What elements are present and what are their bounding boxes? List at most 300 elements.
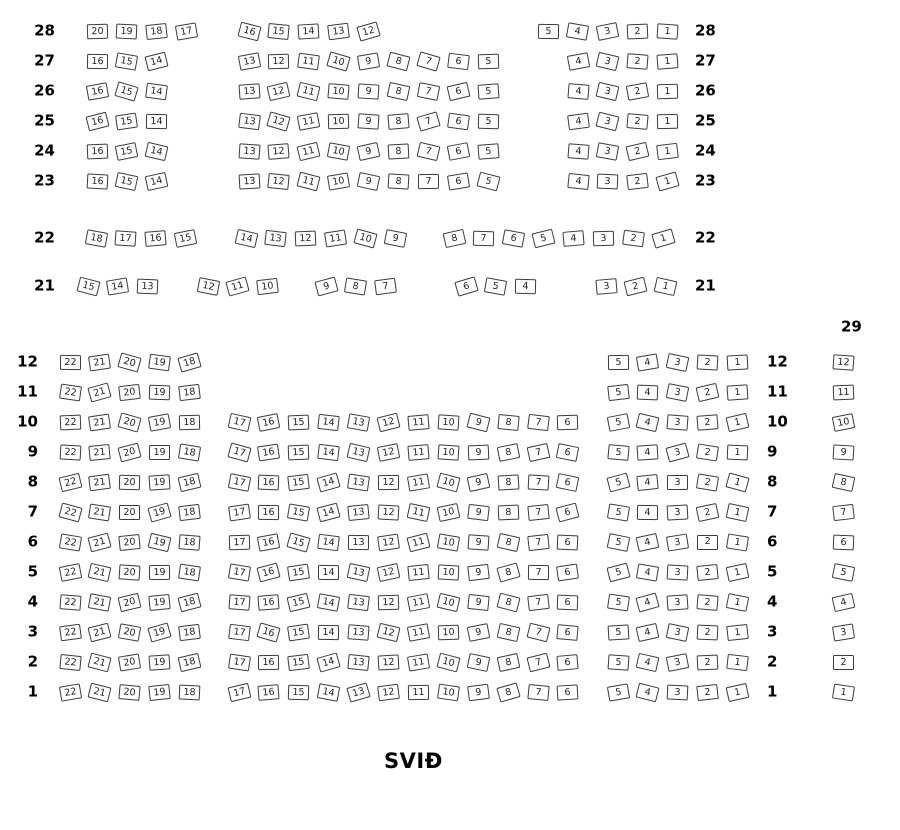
seat-floor-r10-n15[interactable]: 15	[288, 414, 310, 430]
seat-floor-r6-n6[interactable]: 6	[557, 534, 579, 550]
seat-floor-r9-n16[interactable]: 16	[257, 443, 280, 461]
seat-balcony-r21-n8[interactable]: 8	[344, 277, 367, 295]
seat-balcony-r21-n2[interactable]: 2	[624, 276, 648, 296]
seat-balcony-r23-n5[interactable]: 5	[476, 171, 500, 191]
seat-floor-r6-n8[interactable]: 8	[496, 532, 520, 551]
seat-floor-r4-n21[interactable]: 21	[88, 593, 111, 612]
seat-floor-r3-n12[interactable]: 12	[377, 622, 401, 641]
seat-floor-r3-n9[interactable]: 9	[466, 623, 490, 642]
seat-balcony-r28-n16[interactable]: 16	[237, 21, 261, 41]
seat-balcony-r22-n17[interactable]: 17	[115, 230, 137, 246]
seat-balcony-r24-n14[interactable]: 14	[145, 141, 169, 160]
seat-floor-r2-n13[interactable]: 13	[347, 653, 369, 670]
seat-floor-r10-n9[interactable]: 9	[466, 412, 490, 432]
seat-balcony-r26-n13[interactable]: 13	[238, 83, 260, 99]
seat-floor-r1-n11[interactable]: 11	[408, 684, 429, 699]
seat-balcony-r27-n7[interactable]: 7	[416, 51, 440, 71]
seat-balcony-r21-n15[interactable]: 15	[76, 276, 100, 296]
seat-floor-r9-n18[interactable]: 18	[178, 443, 201, 461]
seat-balcony-r28-n5[interactable]: 5	[537, 23, 558, 38]
seat-floor-r5-n8[interactable]: 8	[496, 562, 520, 582]
seat-floor-r1-n7[interactable]: 7	[527, 684, 549, 701]
seat-floor-r7-n11[interactable]: 11	[407, 502, 431, 521]
seat-floor-r8-n6[interactable]: 6	[556, 473, 580, 492]
seat-floor-r6-n15[interactable]: 15	[287, 532, 311, 552]
seat-floor-r4-n10[interactable]: 10	[436, 592, 460, 611]
seat-floor-r7-n2[interactable]: 2	[696, 502, 720, 521]
seat-side-r29-n7[interactable]: 7	[832, 503, 855, 520]
seat-floor-r7-n22[interactable]: 22	[58, 502, 82, 522]
seat-floor-r12-n20[interactable]: 20	[118, 352, 142, 372]
seat-floor-r2-n8[interactable]: 8	[496, 652, 520, 671]
seat-floor-r1-n10[interactable]: 10	[437, 683, 460, 701]
seat-balcony-r24-n7[interactable]: 7	[416, 141, 440, 160]
seat-floor-r7-n13[interactable]: 13	[347, 503, 369, 520]
seat-floor-r9-n1[interactable]: 1	[727, 444, 749, 460]
seat-floor-r11-n4[interactable]: 4	[637, 384, 659, 400]
seat-floor-r3-n8[interactable]: 8	[496, 622, 520, 641]
seat-floor-r7-n5[interactable]: 5	[606, 503, 629, 521]
seat-balcony-r28-n4[interactable]: 4	[566, 22, 589, 40]
seat-floor-r9-n11[interactable]: 11	[407, 444, 429, 461]
seat-floor-r8-n9[interactable]: 9	[466, 472, 490, 491]
seat-floor-r5-n7[interactable]: 7	[527, 564, 548, 579]
seat-balcony-r26-n16[interactable]: 16	[85, 82, 108, 101]
seat-floor-r3-n15[interactable]: 15	[287, 623, 310, 641]
seat-floor-r8-n10[interactable]: 10	[436, 472, 460, 492]
seat-floor-r8-n21[interactable]: 21	[89, 473, 112, 491]
seat-balcony-r22-n11[interactable]: 11	[324, 229, 347, 247]
seat-balcony-r22-n18[interactable]: 18	[84, 229, 107, 248]
seat-floor-r5-n18[interactable]: 18	[178, 563, 201, 581]
seat-balcony-r26-n15[interactable]: 15	[115, 81, 139, 101]
seat-balcony-r27-n12[interactable]: 12	[268, 53, 289, 69]
seat-floor-r10-n19[interactable]: 19	[148, 413, 171, 432]
seat-floor-r5-n2[interactable]: 2	[696, 563, 718, 580]
seat-floor-r10-n17[interactable]: 17	[227, 412, 251, 431]
seat-floor-r1-n4[interactable]: 4	[636, 682, 660, 702]
seat-floor-r6-n17[interactable]: 17	[228, 534, 249, 550]
seat-balcony-r27-n10[interactable]: 10	[327, 51, 351, 71]
seat-floor-r3-n19[interactable]: 19	[148, 622, 172, 642]
seat-floor-r7-n6[interactable]: 6	[556, 502, 580, 522]
seat-balcony-r23-n11[interactable]: 11	[297, 171, 321, 191]
seat-floor-r4-n13[interactable]: 13	[347, 593, 370, 610]
seat-balcony-r23-n10[interactable]: 10	[327, 172, 350, 190]
seat-balcony-r26-n14[interactable]: 14	[145, 82, 168, 100]
seat-balcony-r25-n9[interactable]: 9	[358, 113, 380, 129]
seat-floor-r3-n14[interactable]: 14	[318, 624, 339, 639]
seat-balcony-r27-n5[interactable]: 5	[477, 53, 498, 69]
seat-floor-r10-n2[interactable]: 2	[697, 414, 719, 431]
seat-floor-r6-n19[interactable]: 19	[148, 532, 172, 551]
seat-balcony-r21-n9[interactable]: 9	[314, 276, 338, 296]
seat-balcony-r27-n4[interactable]: 4	[566, 52, 589, 71]
seat-balcony-r22-n4[interactable]: 4	[562, 230, 584, 247]
seat-balcony-r21-n12[interactable]: 12	[196, 277, 219, 296]
seat-balcony-r28-n18[interactable]: 18	[146, 22, 168, 39]
seat-floor-r3-n5[interactable]: 5	[607, 624, 629, 640]
seat-balcony-r26-n3[interactable]: 3	[596, 81, 620, 100]
seat-floor-r9-n15[interactable]: 15	[288, 444, 310, 460]
seat-floor-r8-n19[interactable]: 19	[149, 474, 171, 490]
seat-balcony-r23-n9[interactable]: 9	[357, 171, 381, 190]
seat-floor-r2-n6[interactable]: 6	[557, 654, 579, 671]
seat-floor-r4-n16[interactable]: 16	[258, 594, 280, 611]
seat-floor-r5-n3[interactable]: 3	[667, 564, 689, 580]
seat-balcony-r25-n11[interactable]: 11	[297, 112, 320, 131]
seat-floor-r1-n5[interactable]: 5	[606, 683, 629, 701]
seat-side-r29-n3[interactable]: 3	[831, 623, 854, 641]
seat-floor-r9-n8[interactable]: 8	[496, 443, 520, 462]
seat-balcony-r21-n1[interactable]: 1	[654, 276, 678, 295]
seat-floor-r9-n9[interactable]: 9	[467, 444, 489, 460]
seat-balcony-r28-n19[interactable]: 19	[116, 23, 138, 39]
seat-floor-r10-n12[interactable]: 12	[376, 412, 400, 432]
seat-floor-r2-n7[interactable]: 7	[526, 652, 550, 672]
seat-side-r29-n10[interactable]: 10	[831, 413, 855, 432]
seat-balcony-r22-n2[interactable]: 2	[622, 229, 645, 247]
seat-floor-r9-n7[interactable]: 7	[526, 442, 550, 461]
seat-floor-r5-n14[interactable]: 14	[318, 564, 339, 579]
seat-balcony-r26-n12[interactable]: 12	[267, 81, 291, 100]
seat-floor-r11-n5[interactable]: 5	[607, 383, 630, 400]
seat-balcony-r27-n11[interactable]: 11	[297, 52, 320, 70]
seat-floor-r9-n4[interactable]: 4	[637, 444, 659, 460]
seat-floor-r9-n2[interactable]: 2	[696, 443, 719, 461]
seat-floor-r5-n1[interactable]: 1	[726, 562, 750, 581]
seat-balcony-r27-n3[interactable]: 3	[596, 51, 620, 70]
seat-floor-r1-n20[interactable]: 20	[119, 684, 141, 701]
seat-floor-r10-n14[interactable]: 14	[317, 413, 340, 430]
seat-floor-r4-n1[interactable]: 1	[726, 593, 749, 612]
seat-floor-r3-n17[interactable]: 17	[228, 623, 251, 640]
seat-floor-r2-n1[interactable]: 1	[726, 653, 749, 670]
seat-balcony-r25-n12[interactable]: 12	[267, 111, 291, 131]
seat-balcony-r22-n10[interactable]: 10	[353, 228, 377, 248]
seat-floor-r1-n15[interactable]: 15	[288, 684, 309, 700]
seat-floor-r5-n20[interactable]: 20	[119, 564, 141, 580]
seat-floor-r9-n12[interactable]: 12	[377, 443, 401, 462]
seat-floor-r3-n13[interactable]: 13	[348, 624, 370, 641]
seat-balcony-r22-n15[interactable]: 15	[174, 229, 198, 248]
seat-floor-r6-n7[interactable]: 7	[527, 533, 550, 550]
seat-balcony-r22-n6[interactable]: 6	[502, 229, 525, 247]
seat-floor-r8-n5[interactable]: 5	[606, 472, 630, 492]
seat-balcony-r25-n2[interactable]: 2	[627, 113, 649, 130]
seat-floor-r12-n1[interactable]: 1	[727, 354, 749, 370]
seat-balcony-r26-n5[interactable]: 5	[477, 83, 499, 100]
seat-floor-r3-n20[interactable]: 20	[118, 623, 141, 641]
seat-floor-r7-n8[interactable]: 8	[497, 504, 519, 520]
seat-balcony-r21-n11[interactable]: 11	[226, 276, 250, 296]
seat-floor-r7-n16[interactable]: 16	[258, 504, 279, 519]
seat-floor-r2-n17[interactable]: 17	[228, 653, 251, 671]
seat-balcony-r22-n8[interactable]: 8	[442, 228, 466, 247]
seat-side-r29-n6[interactable]: 6	[832, 534, 854, 550]
seat-floor-r6-n20[interactable]: 20	[119, 533, 141, 550]
seat-floor-r5-n16[interactable]: 16	[257, 562, 281, 582]
seat-floor-r1-n8[interactable]: 8	[496, 682, 520, 702]
seat-balcony-r22-n3[interactable]: 3	[593, 230, 614, 245]
seat-balcony-r22-n5[interactable]: 5	[532, 228, 556, 248]
seat-balcony-r21-n5[interactable]: 5	[484, 277, 507, 295]
seat-floor-r9-n19[interactable]: 19	[149, 444, 170, 459]
seat-balcony-r23-n4[interactable]: 4	[567, 172, 589, 189]
seat-floor-r6-n9[interactable]: 9	[467, 534, 489, 550]
seat-floor-r5-n11[interactable]: 11	[407, 563, 429, 580]
seat-floor-r5-n21[interactable]: 21	[88, 562, 112, 581]
seat-floor-r10-n16[interactable]: 16	[257, 413, 281, 432]
seat-floor-r4-n14[interactable]: 14	[317, 593, 340, 612]
seat-floor-r4-n19[interactable]: 19	[149, 594, 171, 611]
seat-floor-r7-n12[interactable]: 12	[378, 504, 400, 520]
seat-floor-r12-n5[interactable]: 5	[607, 354, 628, 369]
seat-floor-r5-n15[interactable]: 15	[287, 563, 310, 581]
seat-floor-r4-n15[interactable]: 15	[287, 592, 311, 611]
seat-floor-r7-n7[interactable]: 7	[527, 503, 549, 520]
seat-floor-r1-n2[interactable]: 2	[696, 683, 718, 700]
seat-floor-r12-n21[interactable]: 21	[88, 353, 111, 371]
seat-floor-r4-n2[interactable]: 2	[697, 594, 719, 611]
seat-balcony-r25-n16[interactable]: 16	[85, 111, 109, 131]
seat-floor-r12-n3[interactable]: 3	[666, 352, 690, 371]
seat-balcony-r28-n14[interactable]: 14	[298, 23, 320, 39]
seat-balcony-r28-n13[interactable]: 13	[327, 22, 350, 40]
seat-floor-r10-n7[interactable]: 7	[527, 413, 550, 430]
seat-floor-r2-n15[interactable]: 15	[287, 653, 310, 670]
seat-floor-r4-n18[interactable]: 18	[178, 592, 202, 612]
seat-floor-r2-n19[interactable]: 19	[149, 654, 171, 670]
seat-floor-r5-n9[interactable]: 9	[467, 563, 490, 580]
seat-balcony-r23-n13[interactable]: 13	[238, 173, 260, 189]
seat-floor-r9-n10[interactable]: 10	[437, 444, 459, 460]
seat-floor-r10-n18[interactable]: 18	[179, 414, 200, 430]
seat-balcony-r24-n12[interactable]: 12	[268, 143, 290, 160]
seat-floor-r12-n2[interactable]: 2	[697, 354, 719, 370]
seat-floor-r5-n17[interactable]: 17	[227, 563, 250, 581]
seat-balcony-r28-n15[interactable]: 15	[268, 23, 290, 40]
seat-floor-r10-n20[interactable]: 20	[118, 412, 142, 432]
seat-floor-r5-n22[interactable]: 22	[58, 563, 82, 582]
seat-side-r29-n5[interactable]: 5	[831, 563, 855, 582]
seat-floor-r11-n1[interactable]: 1	[727, 384, 749, 400]
seat-floor-r12-n4[interactable]: 4	[636, 353, 659, 371]
seat-balcony-r25-n13[interactable]: 13	[238, 112, 261, 129]
seat-floor-r8-n20[interactable]: 20	[119, 474, 140, 490]
seat-side-r29-n1[interactable]: 1	[831, 683, 854, 701]
seat-floor-r8-n18[interactable]: 18	[178, 472, 202, 491]
seat-floor-r6-n1[interactable]: 1	[726, 533, 749, 551]
seat-floor-r8-n17[interactable]: 17	[227, 473, 250, 492]
seat-floor-r6-n16[interactable]: 16	[257, 533, 280, 552]
seat-floor-r8-n13[interactable]: 13	[347, 473, 370, 491]
seat-floor-r7-n19[interactable]: 19	[148, 502, 172, 522]
seat-balcony-r22-n14[interactable]: 14	[234, 228, 258, 247]
seat-floor-r5-n4[interactable]: 4	[636, 563, 659, 581]
seat-floor-r3-n7[interactable]: 7	[526, 622, 550, 642]
seat-balcony-r27-n8[interactable]: 8	[386, 51, 410, 71]
seat-floor-r12-n18[interactable]: 18	[177, 352, 201, 372]
seat-floor-r7-n3[interactable]: 3	[667, 504, 689, 520]
seat-balcony-r24-n16[interactable]: 16	[86, 143, 108, 159]
seat-floor-r4-n7[interactable]: 7	[527, 593, 550, 610]
seat-balcony-r27-n9[interactable]: 9	[357, 52, 380, 70]
seat-floor-r1-n1[interactable]: 1	[726, 682, 750, 701]
seat-floor-r5-n10[interactable]: 10	[437, 564, 459, 580]
seat-floor-r10-n6[interactable]: 6	[557, 414, 578, 430]
seat-floor-r10-n22[interactable]: 22	[59, 414, 81, 430]
seat-balcony-r26-n7[interactable]: 7	[417, 82, 440, 101]
seat-floor-r7-n4[interactable]: 4	[637, 504, 658, 519]
seat-floor-r10-n11[interactable]: 11	[407, 414, 429, 431]
seat-balcony-r27-n14[interactable]: 14	[145, 51, 169, 71]
seat-balcony-r21-n4[interactable]: 4	[515, 278, 536, 293]
seat-floor-r1-n9[interactable]: 9	[467, 683, 490, 701]
seat-balcony-r24-n9[interactable]: 9	[357, 141, 381, 160]
seat-balcony-r27-n15[interactable]: 15	[115, 52, 138, 70]
seat-floor-r7-n18[interactable]: 18	[178, 503, 201, 520]
seat-floor-r5-n6[interactable]: 6	[556, 563, 579, 581]
seat-floor-r5-n12[interactable]: 12	[377, 562, 401, 581]
seat-floor-r10-n5[interactable]: 5	[606, 413, 629, 432]
seat-floor-r1-n6[interactable]: 6	[557, 684, 579, 700]
seat-floor-r2-n10[interactable]: 10	[436, 652, 460, 672]
seat-floor-r8-n11[interactable]: 11	[407, 473, 430, 491]
seat-balcony-r23-n3[interactable]: 3	[597, 173, 619, 189]
seat-floor-r3-n22[interactable]: 22	[59, 623, 82, 641]
seat-balcony-r26-n4[interactable]: 4	[567, 83, 589, 100]
seat-floor-r7-n21[interactable]: 21	[88, 503, 111, 521]
seat-floor-r6-n10[interactable]: 10	[437, 533, 460, 551]
seat-floor-r11-n2[interactable]: 2	[696, 382, 720, 401]
seat-floor-r4-n4[interactable]: 4	[636, 592, 660, 612]
seat-floor-r8-n14[interactable]: 14	[317, 472, 341, 492]
seat-floor-r2-n21[interactable]: 21	[88, 652, 112, 672]
seat-floor-r12-n19[interactable]: 19	[148, 353, 171, 371]
seat-floor-r9-n14[interactable]: 14	[317, 443, 340, 460]
seat-floor-r4-n11[interactable]: 11	[407, 593, 430, 612]
seat-floor-r3-n10[interactable]: 10	[438, 624, 459, 640]
seat-balcony-r24-n15[interactable]: 15	[115, 142, 138, 161]
seat-floor-r11-n22[interactable]: 22	[59, 383, 82, 401]
seat-balcony-r22-n1[interactable]: 1	[651, 228, 675, 248]
seat-floor-r11-n21[interactable]: 21	[88, 382, 112, 402]
seat-balcony-r22-n13[interactable]: 13	[265, 229, 288, 246]
seat-balcony-r26-n9[interactable]: 9	[358, 83, 380, 99]
seat-side-r29-n11[interactable]: 11	[832, 384, 854, 400]
seat-balcony-r24-n13[interactable]: 13	[238, 143, 260, 159]
seat-floor-r11-n18[interactable]: 18	[178, 383, 201, 400]
seat-balcony-r28-n3[interactable]: 3	[596, 22, 620, 41]
seat-floor-r5-n13[interactable]: 13	[347, 562, 371, 581]
seat-floor-r4-n12[interactable]: 12	[378, 594, 399, 610]
seat-balcony-r28-n12[interactable]: 12	[356, 21, 380, 41]
seat-floor-r11-n20[interactable]: 20	[118, 383, 141, 400]
seat-balcony-r28-n1[interactable]: 1	[657, 23, 679, 39]
seat-floor-r2-n12[interactable]: 12	[378, 654, 400, 670]
seat-floor-r10-n1[interactable]: 1	[726, 412, 750, 431]
seat-floor-r3-n3[interactable]: 3	[666, 623, 690, 642]
seat-floor-r8-n7[interactable]: 7	[527, 474, 549, 490]
seat-floor-r7-n20[interactable]: 20	[119, 504, 140, 519]
seat-balcony-r26-n10[interactable]: 10	[328, 83, 350, 100]
seat-floor-r10-n10[interactable]: 10	[437, 414, 459, 430]
seat-floor-r2-n9[interactable]: 9	[466, 653, 490, 672]
seat-floor-r10-n21[interactable]: 21	[88, 413, 111, 431]
seat-balcony-r28-n2[interactable]: 2	[627, 23, 649, 39]
seat-floor-r7-n9[interactable]: 9	[467, 503, 490, 520]
seat-floor-r2-n20[interactable]: 20	[118, 653, 141, 671]
seat-floor-r9-n13[interactable]: 13	[347, 442, 371, 461]
seat-balcony-r24-n10[interactable]: 10	[327, 142, 350, 161]
seat-balcony-r21-n7[interactable]: 7	[374, 277, 397, 295]
seat-balcony-r23-n1[interactable]: 1	[656, 171, 680, 191]
seat-balcony-r27-n13[interactable]: 13	[237, 52, 260, 71]
seat-floor-r8-n4[interactable]: 4	[637, 473, 659, 490]
seat-floor-r4-n8[interactable]: 8	[496, 592, 520, 612]
seat-floor-r2-n4[interactable]: 4	[636, 652, 660, 671]
seat-balcony-r25-n10[interactable]: 10	[328, 113, 349, 129]
seat-balcony-r25-n7[interactable]: 7	[416, 111, 440, 131]
seat-balcony-r25-n14[interactable]: 14	[146, 113, 167, 128]
seat-floor-r8-n22[interactable]: 22	[58, 472, 82, 492]
seat-floor-r4-n3[interactable]: 3	[667, 594, 689, 610]
seat-floor-r6-n18[interactable]: 18	[179, 534, 201, 551]
seat-floor-r1-n18[interactable]: 18	[179, 684, 201, 700]
seat-floor-r2-n3[interactable]: 3	[666, 653, 690, 672]
seat-floor-r7-n17[interactable]: 17	[228, 503, 251, 521]
seat-floor-r4-n5[interactable]: 5	[607, 593, 630, 611]
seat-floor-r4-n6[interactable]: 6	[557, 594, 579, 610]
seat-balcony-r23-n12[interactable]: 12	[268, 173, 290, 190]
seat-balcony-r25-n4[interactable]: 4	[567, 112, 590, 130]
seat-floor-r2-n18[interactable]: 18	[178, 652, 202, 671]
seat-floor-r1-n13[interactable]: 13	[346, 682, 370, 702]
seat-balcony-r22-n16[interactable]: 16	[145, 230, 167, 247]
seat-balcony-r23-n14[interactable]: 14	[145, 171, 169, 190]
seat-floor-r4-n20[interactable]: 20	[118, 592, 142, 611]
seat-balcony-r24-n4[interactable]: 4	[567, 143, 589, 160]
seat-floor-r7-n10[interactable]: 10	[436, 502, 460, 521]
seat-floor-r2-n2[interactable]: 2	[697, 654, 719, 670]
seat-balcony-r24-n5[interactable]: 5	[477, 143, 499, 160]
seat-floor-r3-n6[interactable]: 6	[557, 624, 579, 641]
seat-floor-r4-n9[interactable]: 9	[467, 593, 489, 610]
seat-floor-r4-n17[interactable]: 17	[228, 594, 250, 611]
seat-floor-r3-n1[interactable]: 1	[726, 623, 748, 640]
seat-floor-r8-n2[interactable]: 2	[696, 473, 719, 491]
seat-balcony-r26-n1[interactable]: 1	[657, 83, 678, 99]
seat-balcony-r25-n3[interactable]: 3	[596, 111, 620, 131]
seat-balcony-r24-n11[interactable]: 11	[297, 141, 321, 161]
seat-floor-r12-n22[interactable]: 22	[59, 354, 80, 369]
seat-floor-r7-n15[interactable]: 15	[287, 503, 310, 521]
seat-floor-r3-n16[interactable]: 16	[257, 622, 281, 642]
seat-floor-r11-n19[interactable]: 19	[149, 384, 171, 400]
seat-floor-r8-n1[interactable]: 1	[725, 472, 749, 492]
seat-balcony-r24-n6[interactable]: 6	[447, 142, 470, 161]
seat-floor-r6-n21[interactable]: 21	[88, 532, 112, 552]
seat-balcony-r21-n3[interactable]: 3	[595, 278, 617, 295]
seat-floor-r9-n22[interactable]: 22	[59, 444, 81, 460]
seat-floor-r1-n21[interactable]: 21	[88, 682, 112, 702]
seat-floor-r6-n13[interactable]: 13	[348, 534, 369, 549]
seat-floor-r6-n11[interactable]: 11	[406, 532, 430, 552]
seat-balcony-r22-n12[interactable]: 12	[295, 230, 317, 246]
seat-balcony-r25-n5[interactable]: 5	[478, 113, 499, 129]
seat-floor-r10-n13[interactable]: 13	[347, 413, 370, 431]
